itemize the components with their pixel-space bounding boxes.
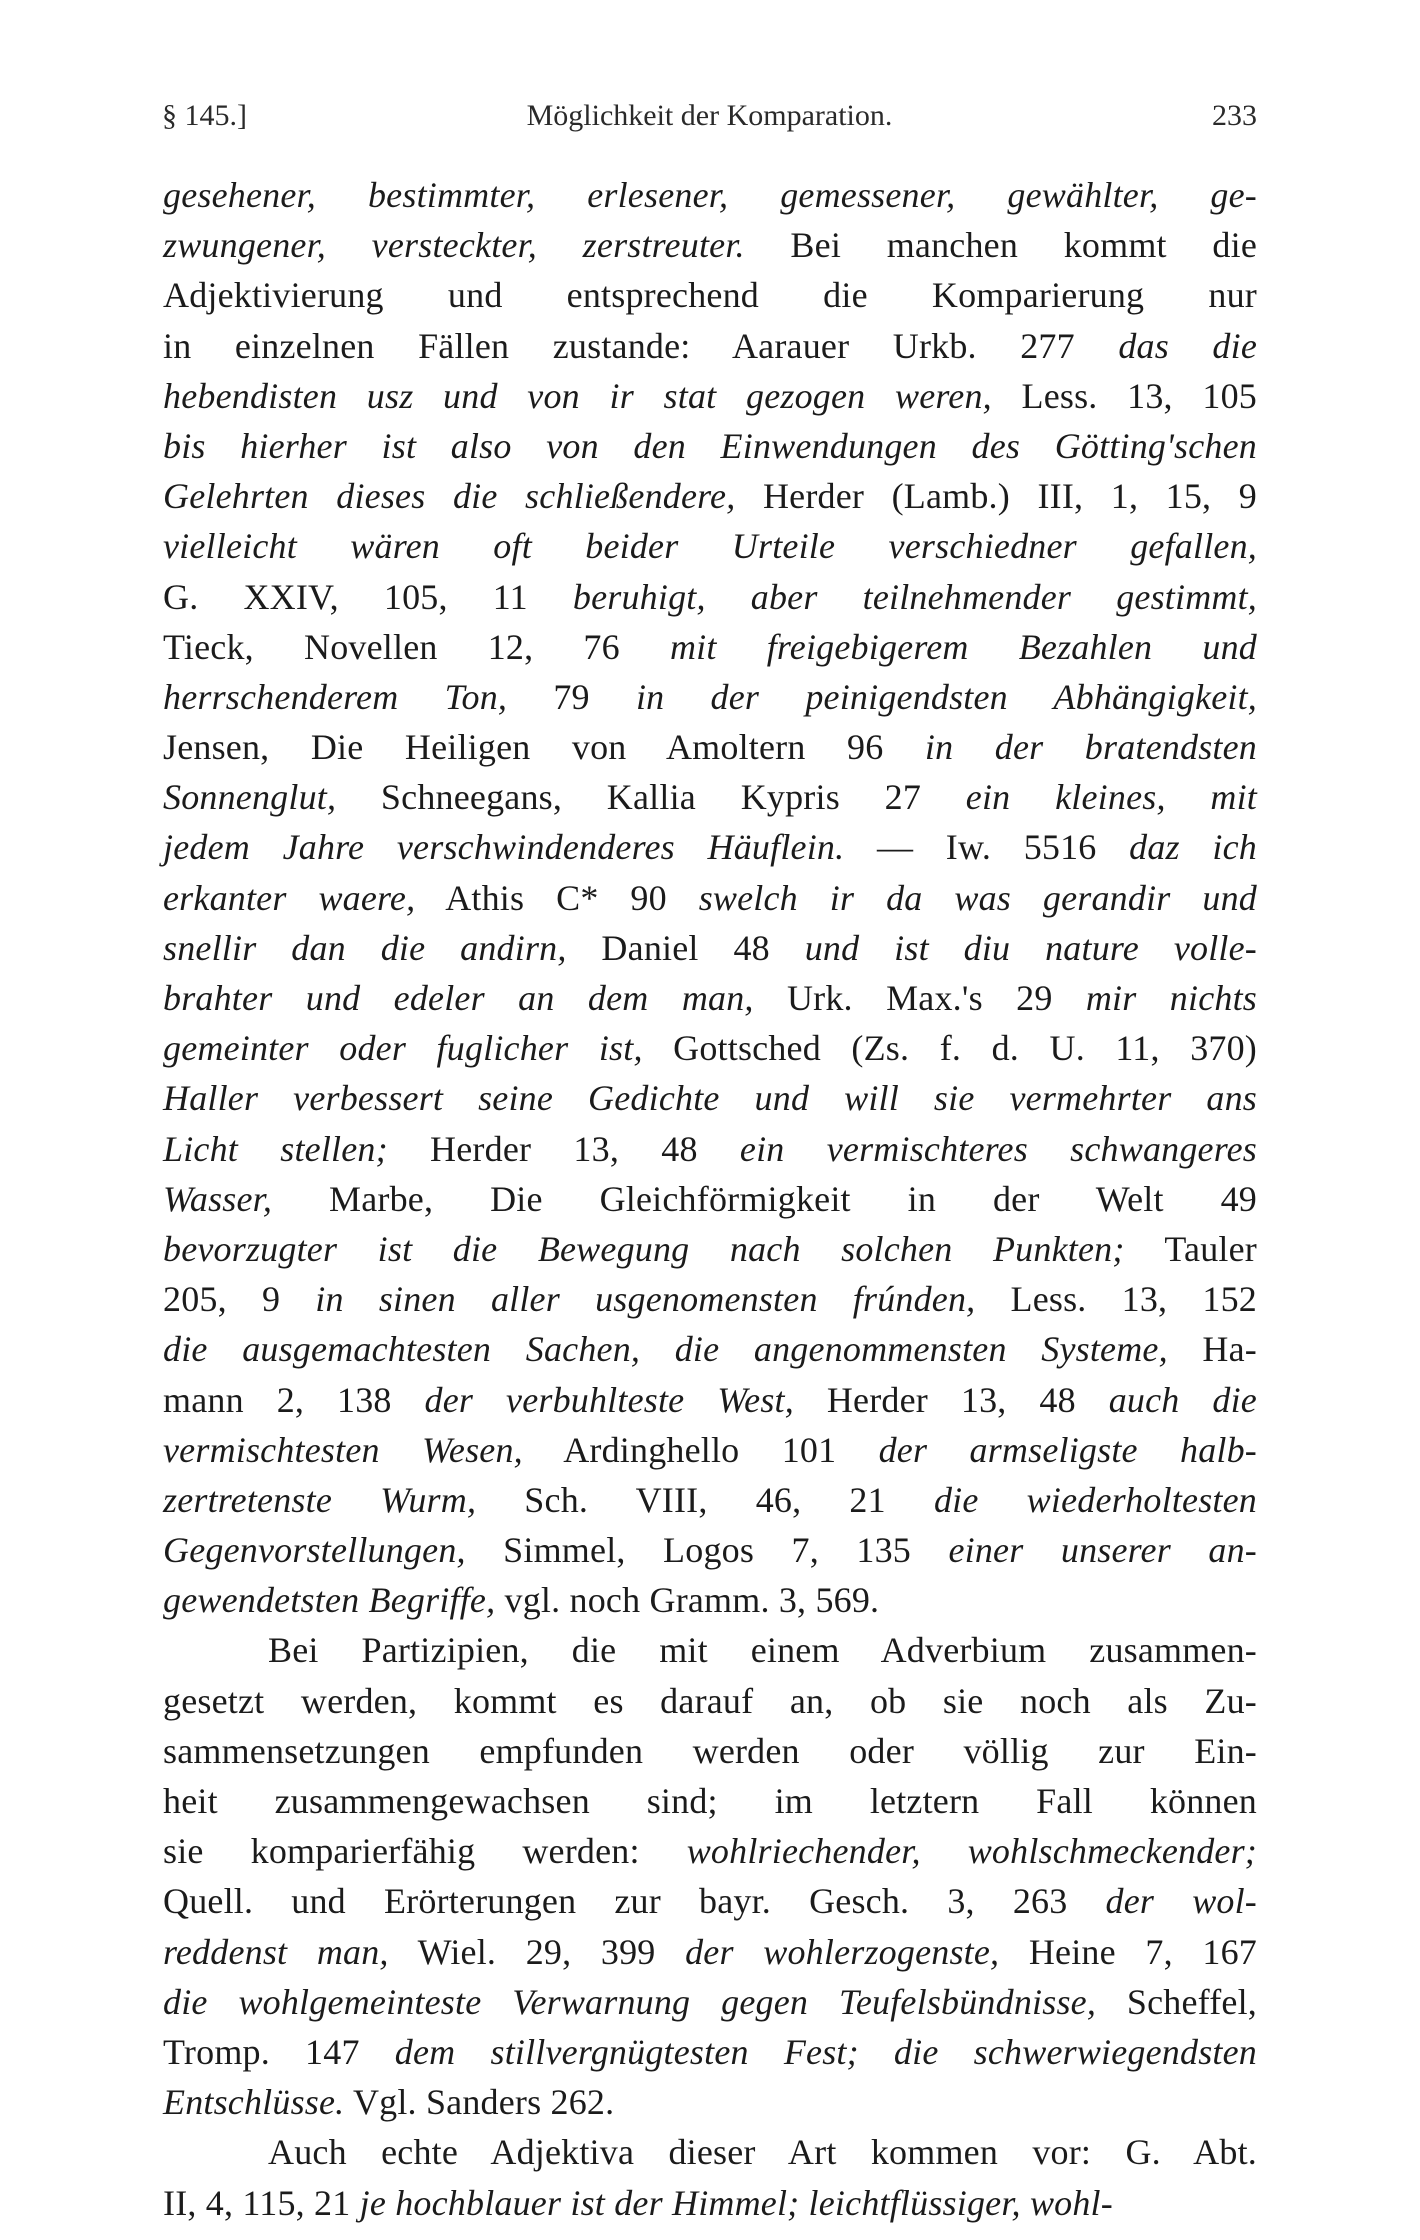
text-line [163, 1776, 1257, 1826]
text-line [163, 672, 1257, 722]
text-line [163, 1876, 1257, 1926]
italic-quote: zwungener, versteckter, zerstreuter. [163, 225, 745, 266]
text-segment: Sch. VIII, 46, 21 [476, 1479, 934, 1520]
italic-quote: bis hierher ist also von den Einwendungen des Götting'schen [163, 425, 1257, 466]
text-line [163, 1174, 1257, 1224]
italic-quote: Gegenvorstellungen, [163, 1530, 466, 1571]
text-segment: Heine 7, 167 [999, 1931, 1257, 1972]
italic-quote: in der bratendsten [924, 727, 1257, 768]
italic-quote: dem stillvergnügtesten Fest; die schwerwiegendsten [394, 2031, 1257, 2072]
text-line [163, 521, 1257, 571]
italic-quote: Licht stellen; [163, 1128, 388, 1169]
italic-quote: Wasser, [163, 1178, 273, 1219]
text-line [163, 822, 1257, 872]
italic-quote: gewendetsten Begriffe, [163, 1580, 496, 1621]
text-line [163, 1375, 1257, 1425]
italic-quote: gemeinter oder fuglicher ist, [163, 1028, 643, 1069]
text-line [163, 1625, 1257, 1675]
text-line [163, 421, 1257, 471]
text-line [163, 1726, 1257, 1776]
italic-quote: erkanter waere, [163, 877, 416, 918]
text-line [163, 622, 1257, 672]
italic-quote: gesehener, bestimmter, erlesener, gemessener, gewählter, ge- [163, 175, 1257, 215]
text-segment: Herder 13, 48 [387, 1128, 740, 1169]
text-segment: Tromp. 147 [163, 2031, 395, 2072]
text-line [163, 772, 1257, 822]
italic-quote: vielleicht wären oft beider Urteile verschiedner gefallen, [163, 526, 1257, 567]
text-segment: Herder (Lamb.) III, 1, 15, 9 [735, 476, 1257, 517]
text-segment: Auch echte Adjektiva dieser Art kommen vor: G. Abt. [268, 2132, 1257, 2173]
text-line [163, 220, 1257, 270]
italic-quote: je hochblauer ist der Himmel; leichtflüssiger, wohl- [359, 2182, 1113, 2223]
text-line [163, 2178, 1257, 2228]
text-segment: Daniel 48 [566, 927, 805, 968]
text-segment: Jensen, Die Heiligen von Amoltern 96 [163, 727, 925, 768]
text-line [163, 1977, 1257, 2027]
italic-quote: mir nichts [1085, 978, 1258, 1018]
text-line [163, 1927, 1257, 1977]
text-segment: heit zusammengewachsen sind; im letztern Fall können [163, 1781, 1257, 1821]
italic-quote: reddenst man, [163, 1931, 389, 1972]
italic-quote: der wohlerzogenste, [685, 1931, 1000, 1972]
text-line [163, 1525, 1257, 1575]
text-line [163, 572, 1257, 622]
text-segment: Urk. Max.'s 29 [753, 978, 1086, 1018]
text-segment: G. XXIV, 105, 11 [163, 576, 573, 617]
text-line [163, 1073, 1257, 1123]
text-segment: 205, 9 [163, 1279, 316, 1320]
text-segment: Wiel. 29, 399 [388, 1931, 686, 1972]
italic-quote: Sonnenglut, [163, 777, 337, 818]
text-segment: Less. 13, 152 [975, 1279, 1257, 1320]
italic-quote: einer unserer an- [948, 1530, 1257, 1571]
text-segment: Ha- [1167, 1329, 1257, 1370]
italic-quote: der verbuhlteste West, [424, 1379, 794, 1420]
text-line [163, 2077, 1257, 2127]
italic-quote: auch die [1108, 1379, 1257, 1420]
text-segment: Scheffel, [1096, 1981, 1257, 2022]
text-line [163, 371, 1257, 421]
italic-quote: in der peinigendsten Abhängigkeit, [635, 676, 1257, 717]
text-segment: 79 [507, 676, 636, 717]
italic-quote: und ist diu nature volle- [804, 927, 1257, 968]
italic-quote: Haller verbessert seine Gedichte und will sie vermehrter ans [163, 1078, 1257, 1119]
text-segment: sie komparierfähig werden: [163, 1831, 687, 1872]
italic-quote: wohlriechender, wohlschmeckender; [686, 1831, 1257, 1872]
text-line [163, 1124, 1257, 1174]
text-segment: Herder 13, 48 [793, 1379, 1109, 1420]
text-segment: Tieck, Novellen 12, 76 [163, 626, 670, 667]
text-line [163, 1023, 1257, 1073]
italic-quote: die ausgemachtesten Sachen, die angenommensten Systeme, [163, 1329, 1168, 1370]
italic-quote: die wohlgemeinteste Verwarnung gegen Teufelsbündnisse, [163, 1981, 1097, 2022]
text-line [163, 2027, 1257, 2077]
italic-quote: daz ich [1129, 827, 1257, 868]
italic-quote: ein vermischteres schwangeres [739, 1128, 1258, 1169]
text-line [163, 1826, 1257, 1876]
page-number: 233 [1212, 99, 1257, 132]
text-line [163, 1274, 1257, 1324]
text-line [163, 1575, 1257, 1625]
text-segment: — Iw. 5516 [844, 827, 1130, 868]
text-segment: Simmel, Logos 7, 135 [465, 1530, 949, 1571]
text-segment: Bei Partizipien, die mit einem Adverbium zusammen- [268, 1630, 1257, 1671]
italic-quote: zertretenste Wurm, [163, 1479, 477, 1520]
text-segment: Marbe, Die Gleichförmigkeit in der Welt 49 [272, 1178, 1257, 1219]
italic-quote: swelch ir da was gerandir und [698, 877, 1257, 918]
text-segment: Gottsched (Zs. f. d. U. 11, 370) [642, 1028, 1257, 1069]
text-line [163, 873, 1257, 923]
italic-quote: die wiederholtesten [933, 1479, 1257, 1520]
text-segment: gesetzt werden, kommt es darauf an, ob sie noch als Zu- [163, 1680, 1257, 1721]
text-line [163, 2127, 1257, 2177]
text-segment: in einzelnen Fällen zustande: Aarauer Urkb. 277 [163, 325, 1119, 366]
text-segment: Adjektivierung und entsprechend die Komparierung nur [163, 275, 1257, 316]
text-line [163, 973, 1257, 1023]
running-title: Möglichkeit der Komparation. [526, 99, 893, 132]
italic-quote: der wol- [1105, 1881, 1257, 1922]
italic-quote: mit freigebigerem Bezahlen und [669, 626, 1257, 667]
italic-quote: snellir dan die andirn, [163, 927, 567, 968]
italic-quote: ein kleines, mit [965, 777, 1258, 818]
italic-quote: Gelehrten dieses die schließendere, [163, 476, 736, 517]
text-segment: mann 2, 138 [163, 1379, 425, 1420]
italic-quote: das die [1118, 325, 1257, 366]
text-segment: sammensetzungen empfunden werden oder völlig zur Ein- [163, 1730, 1257, 1771]
italic-quote: bevorzugter ist die Bewegung nach solchen Punkten; [163, 1228, 1125, 1269]
section-number: § 145.] [162, 99, 247, 132]
text-line [163, 270, 1257, 320]
text-line [163, 1425, 1257, 1475]
italic-quote: hebendisten usz und von ir stat gezogen weren, [163, 375, 992, 416]
text-segment: vgl. noch Gramm. 3, 569. [495, 1580, 880, 1621]
body-text [163, 170, 1257, 2228]
text-line [163, 170, 1257, 220]
italic-quote: der armseligste halb- [878, 1429, 1257, 1470]
italic-quote: vermischtesten Wesen, [163, 1429, 523, 1470]
text-line [163, 1475, 1257, 1525]
italic-quote: beruhigt, aber teilnehmender gestimmt, [572, 576, 1258, 617]
text-segment: Schneegans, Kallia Kypris 27 [336, 777, 966, 818]
italic-quote: brahter und edeler an dem man, [163, 978, 754, 1018]
text-segment: Bei manchen kommt die [744, 225, 1257, 266]
text-segment: Tauler [1124, 1228, 1257, 1269]
text-line [163, 1224, 1257, 1274]
text-segment: Less. 13, 105 [991, 375, 1257, 416]
text-line [163, 471, 1257, 521]
text-line [163, 722, 1257, 772]
running-header [162, 96, 1257, 136]
italic-quote: herrschenderem Ton, [163, 676, 508, 717]
text-segment: Vgl. Sanders 262. [344, 2082, 615, 2123]
text-segment: Ardinghello 101 [522, 1429, 879, 1470]
text-segment: II, 4, 115, 21 [163, 2182, 360, 2223]
italic-quote: jedem Jahre verschwindenderes Häuflein. [163, 827, 845, 868]
text-segment: Athis C* 90 [415, 877, 699, 918]
text-line [163, 1676, 1257, 1726]
italic-quote: Entschlüsse. [163, 2082, 345, 2123]
text-line [163, 321, 1257, 371]
text-line [163, 1324, 1257, 1374]
text-line [163, 923, 1257, 973]
text-segment: Quell. und Erörterungen zur bayr. Gesch. 3, 263 [163, 1881, 1106, 1922]
italic-quote: in sinen aller usgenomensten frúnden, [315, 1279, 976, 1320]
